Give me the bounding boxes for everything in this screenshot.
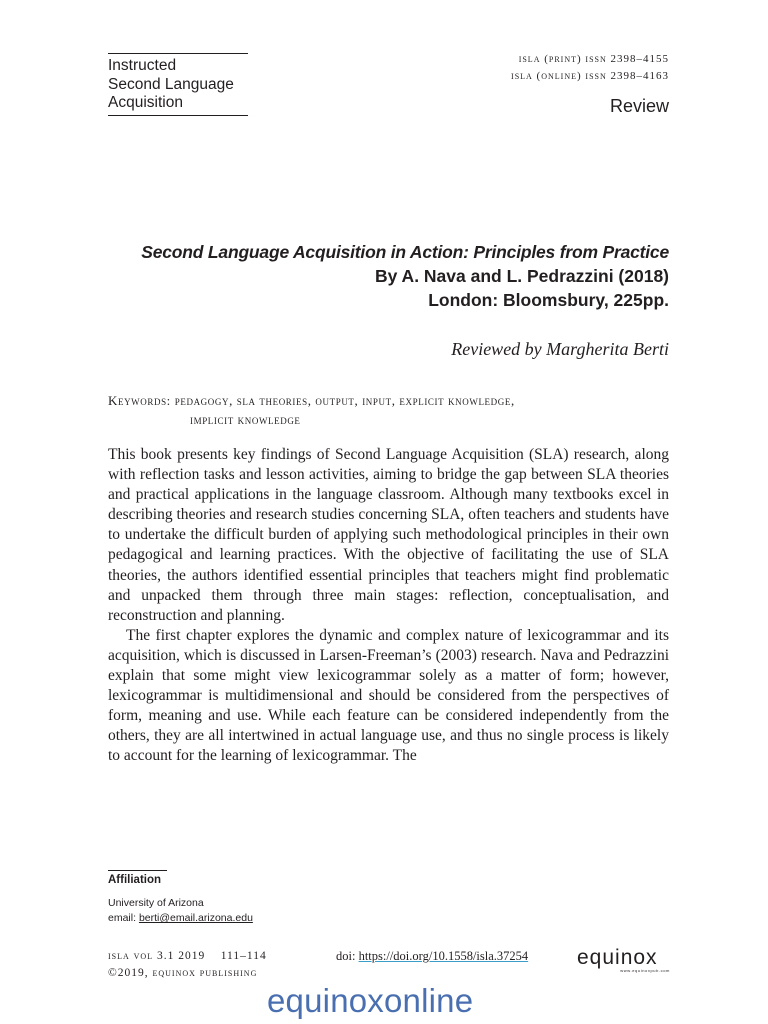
issn-block (511, 51, 669, 85)
body-paragraph-1: This book presents key findings of Second Language Acquisition (SLA) research, along with reflection tasks and lesson activities, aiming to bridge the gap between SLA theories and practical applications in the language classroom. Although many textbooks excel in describing theories and research studies concerning SLA, often teachers and students have to undertake the difficult burden of applying such methodological principles in their own pedagogical and learning practices. With the objective of facilitating the use of SLA theories, the authors identified essential principles that teachers might find problematic and unpacked them through three main stages: reflection, conceptualisation, and reconstruction and planning. (108, 446, 669, 624)
doi-label: doi: (336, 949, 359, 963)
doi-link[interactable]: https://doi.org/10.1558/isla.37254 (358, 949, 529, 963)
affiliation-institution: University of Arizona (108, 897, 204, 909)
keywords-list-line1: pedagogy, sla theories, output, input, explicit knowledge, (174, 393, 515, 408)
footer-copyright: ©2019, equinox publishing (108, 967, 258, 979)
issn-online: isla (online) issn 2398–4163 (511, 70, 669, 82)
email-link[interactable]: berti@email.arizona.edu (138, 912, 253, 924)
reviewer-name: Reviewed by Margherita Berti (451, 339, 669, 359)
journal-name-line1: Instructed (108, 57, 177, 74)
book-title: Second Language Acquisition in Action: Principles from Practice (141, 242, 669, 262)
body-paragraph-2: The first chapter explores the dynamic and complex nature of lexicogrammar and its acquisition, which is discussed in Larsen-Freeman’s (2003) research. Nava and Pedrazzini explain that some might view lexicogrammar solely as a matter of form; however, lexicogrammar is multidimensional and should be considered from the perspectives of form, meaning and use. While each feature can be considered independently from the others, they are all intertwined in actual language use, and thus no single process is likely to account for the learning of lexicogrammar. The (108, 626, 669, 765)
article-body (108, 445, 669, 767)
equinox-logo-small (577, 947, 670, 973)
equinox-online-logo: equinoxonline (267, 982, 474, 1019)
email-label: email: (108, 912, 139, 924)
keywords-block (108, 391, 670, 429)
keywords-list-line2: implicit knowledge (190, 412, 301, 427)
journal-name-line3: Acquisition (108, 94, 183, 111)
affiliation-title: Affiliation (108, 874, 162, 886)
book-info-block (141, 240, 669, 312)
book-publisher: London: Bloomsbury, 225pp. (428, 290, 669, 310)
footer-volume (108, 950, 267, 962)
journal-name-line2: Second Language (108, 75, 234, 93)
book-authors: By A. Nava and L. Pedrazzini (2018) (374, 266, 669, 286)
keywords-label: Keywords: (108, 393, 171, 408)
journal-name-block (108, 53, 248, 116)
equinox-url: www.equinoxpub.com (620, 968, 670, 973)
volume-text: isla vol 3.1 2019 111–114 (108, 950, 267, 962)
affiliation-rule (108, 870, 167, 871)
affiliation-email-line (108, 912, 253, 924)
footer-doi (336, 949, 528, 964)
article-type-label: Review (609, 96, 669, 116)
issn-print: isla (print) issn 2398–4155 (518, 53, 669, 65)
equinox-wordmark: equinox (577, 946, 658, 969)
